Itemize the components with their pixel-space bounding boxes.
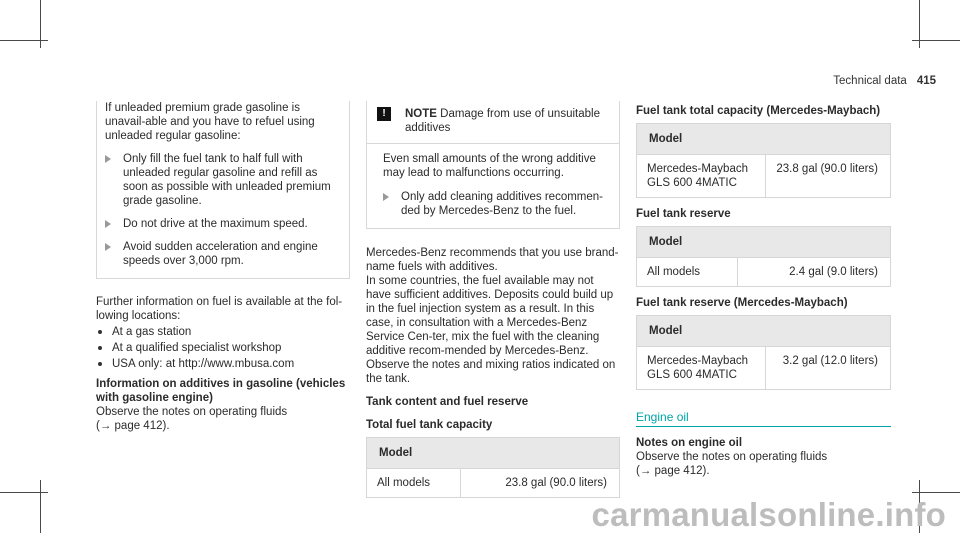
engine-oil-heading: Engine oil [636,410,689,424]
maybach-reserve-table [636,315,891,390]
watermark: carmanualsonline.info [591,496,946,533]
table-cell-value: 23.8 gal (90.0 liters) [461,469,620,498]
table-cell-value: 2.4 gal (9.0 liters) [738,258,891,287]
location-list [96,325,350,371]
list-item-text: At a gas station [112,326,192,338]
section-divider [636,426,891,427]
table-header: Model [637,124,891,155]
crop-mark [40,480,41,533]
maybach-capacity-table [636,123,891,198]
crop-mark [0,40,48,41]
total-capacity-heading: Total fuel tank capacity [366,419,493,431]
middle-column [366,101,620,498]
maybach-reserve-heading: Fuel tank reserve (Mercedes-Maybach) [636,297,848,309]
list-item [96,357,350,371]
list-item [96,325,350,339]
table-header: Model [367,438,620,469]
page-reference-link[interactable]: (→ page 412). [636,465,710,477]
table-row [637,155,891,198]
step-text: Avoid sudden acceleration and engine speeds over 3,000 rpm. [123,241,318,267]
page-reference-link[interactable]: (→ page 412). [96,420,170,432]
box-intro: If unleaded premium grade gasoline is unavail-able and you have to refuel using unleaded regular gasoline: [105,102,315,142]
page-number: 415 [916,75,936,87]
brand-fuel-paragraph: Mercedes-Benz recommends that you use brand-name fuels with additives. [366,247,619,273]
step-arrow-icon [105,220,111,228]
step-item [105,217,339,231]
bullet-icon [98,362,102,366]
additives-heading: Information on additives in gasoline (vehicles with gasoline engine) [96,378,346,404]
table-cell-model: All models [637,258,738,287]
further-info-text: Further information on fuel is available at the fol-lowing locations: [96,296,343,322]
note-title: Damage from use of unsuitable additives [405,108,600,134]
table-cell-model: All models [367,469,461,498]
crop-mark [912,492,960,493]
list-item-text: At a qualified specialist workshop [112,342,282,354]
warning-icon: ! [377,107,391,121]
engine-notes-heading: Notes on engine oil [636,437,743,449]
table-cell-model: Mercedes-Maybach GLS 600 4MATIC [637,155,766,198]
table-row [637,347,891,390]
step-arrow-icon [105,155,111,163]
note-header [367,101,619,144]
tank-content-heading: Tank content and fuel reserve [366,396,529,408]
table-row [367,469,620,498]
right-column [636,104,891,478]
table-row [637,258,891,287]
table-header: Model [637,316,891,347]
left-column [96,101,350,433]
engine-notes-text: Observe the notes on operating fluids [636,451,828,463]
note-label: NOTE [405,108,437,120]
bullet-icon [98,330,102,334]
table-cell-value: 3.2 gal (12.0 liters) [766,347,891,390]
note-body: Even small amounts of the wrong additive may lead to malfunctions occurring. [383,153,596,179]
step-item [105,152,339,208]
instruction-box [96,101,350,279]
additives-paragraph: In some countries, the fuel available may not have sufficient additives. Deposits could build up in the fuel injection system as a result. In this case, in consultation with a Mercedes-Benz Service Cen-ter, mix the fuel with the cleaning additive recom-mended by Mercedes-Benz. Observe the notes and mixing ratios indicated on the tank. [366,275,616,385]
reserve-table [636,226,891,287]
step-item [383,190,609,218]
step-arrow-icon [383,193,389,201]
crop-mark [912,40,960,41]
section-title: Technical data [833,75,907,87]
note-box [366,101,620,229]
step-text: Do not drive at the maximum speed. [123,218,308,230]
bullet-icon [98,346,102,350]
list-item-text[interactable]: USA only: at http://www.mbusa.com [112,358,295,370]
list-item [96,341,350,355]
table-cell-model: Mercedes-Maybach GLS 600 4MATIC [637,347,766,390]
table-header: Model [637,227,891,258]
step-arrow-icon [105,243,111,251]
additives-text: Observe the notes on operating fluids [96,406,288,418]
reserve-heading: Fuel tank reserve [636,208,731,220]
step-item [105,240,339,268]
capacity-table [366,437,620,498]
step-text: Only add cleaning additives recommen-ded by Mercedes-Benz to the fuel. [401,191,603,217]
crop-mark [0,492,48,493]
step-text: Only fill the fuel tank to half full with unleaded regular gasoline and refill as soon as possible with unleaded premium grade gasoline. [123,153,331,207]
table-cell-value: 23.8 gal (90.0 liters) [766,155,891,198]
page-header [833,75,936,87]
maybach-capacity-heading: Fuel tank total capacity (Mercedes-Maybach) [636,105,881,117]
